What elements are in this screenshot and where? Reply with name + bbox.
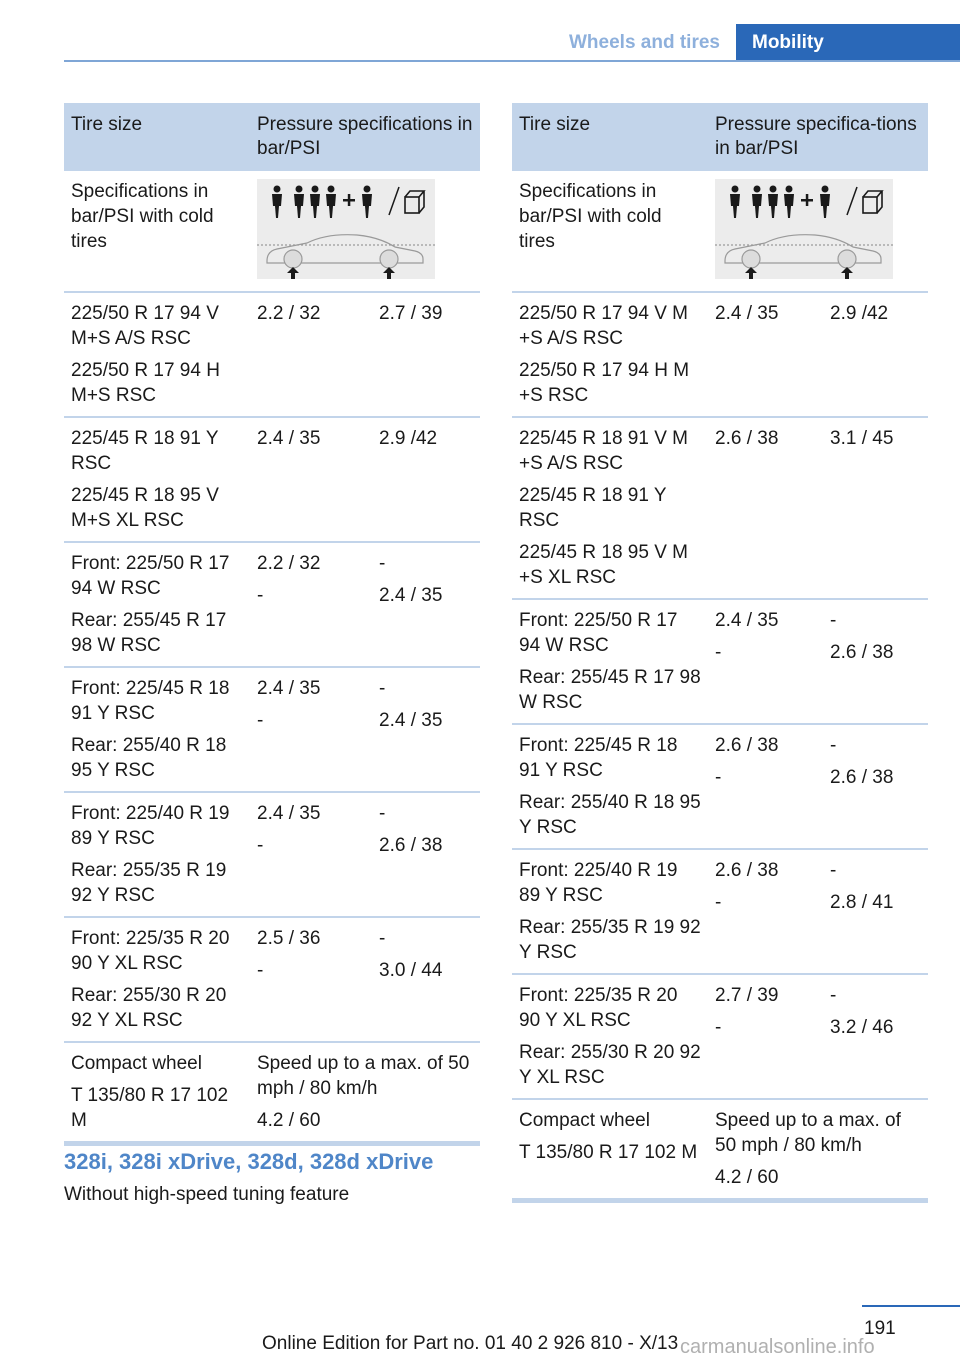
header-tire-size: Tire size: [71, 114, 143, 135]
pressure-loaded: 2.9 /42: [379, 428, 438, 449]
section-title: 328i, 328i xDrive, 328d, 328d xDrive: [64, 1149, 434, 1174]
load-pictogram-icon: [715, 179, 893, 279]
tire-size: Front: 225/50 R 17 94 W RSC: [71, 553, 230, 599]
compact-wheel-label: Compact wheel: [519, 1110, 650, 1131]
tire-size: 225/50 R 17 94 V M +S A/S RSC: [519, 303, 688, 349]
page-number: 191: [864, 1318, 896, 1339]
pressure-normal: 2.2 / 32: [257, 303, 321, 324]
pressure-normal: 2.6 / 38: [715, 735, 779, 756]
tire-size: Front: 225/50 R 17 94 W RSC: [519, 610, 678, 656]
page-header: [64, 24, 960, 62]
compact-wheel-label: Compact wheel: [71, 1053, 202, 1074]
pressure-normal: 2.2 / 32: [257, 553, 321, 574]
table-header: [64, 103, 480, 171]
compact-wheel-row: [512, 1100, 928, 1198]
tire-pressure-table-right: [512, 103, 928, 1203]
table-header: [512, 103, 928, 171]
pressure-loaded: 2.9 /42: [830, 303, 889, 324]
tire-size: 225/45 R 18 91 Y RSC: [519, 485, 667, 531]
tire-size: 225/45 R 18 95 V M +S XL RSC: [519, 542, 688, 588]
pressure-loaded: 2.8 / 41: [830, 892, 894, 913]
pressure-normal: -: [257, 835, 264, 856]
spec-label: Specifications in bar/PSI with cold tires: [519, 181, 662, 252]
compact-pressure: 4.2 / 60: [715, 1167, 779, 1188]
tire-size: Front: 225/40 R 19 89 Y RSC: [71, 803, 230, 849]
tire-size: 225/45 R 18 95 V M+S XL RSC: [71, 485, 219, 531]
pressure-normal: 2.6 / 38: [715, 428, 779, 449]
pressure-loaded: 2.4 / 35: [379, 585, 443, 606]
tire-size: Front: 225/35 R 20 90 Y XL RSC: [519, 985, 678, 1031]
edition-note: Online Edition for Part no. 01 40 2 926 810 - X/13: [262, 1333, 679, 1354]
header-pressure: Pressure specifications in bar/PSI: [257, 114, 473, 159]
tire-size: 225/50 R 17 94 V M+S A/S RSC: [71, 303, 219, 349]
pressure-loaded: -: [830, 985, 837, 1006]
tire-size: Rear: 255/30 R 20 92 Y XL RSC: [519, 1042, 701, 1088]
tire-size: Front: 225/35 R 20 90 Y XL RSC: [71, 928, 230, 974]
load-pictogram-icon: [257, 179, 435, 279]
pressure-loaded: 2.6 / 38: [830, 767, 894, 788]
header-rule: [64, 60, 960, 62]
compact-wheel-row: [64, 1043, 480, 1141]
pressure-loaded: -: [379, 678, 386, 699]
table-row: [512, 975, 928, 1100]
pressure-normal: -: [257, 710, 264, 731]
table-row: [64, 668, 480, 793]
header-tire-size: Tire size: [519, 114, 591, 135]
table-row: [64, 793, 480, 918]
tire-size: 225/50 R 17 94 H M+S RSC: [71, 360, 220, 406]
pressure-loaded: 3.2 / 46: [830, 1017, 894, 1038]
load-pictogram: [715, 179, 893, 279]
pressure-loaded: -: [379, 803, 386, 824]
tire-size: 225/50 R 17 94 H M +S RSC: [519, 360, 690, 406]
pressure-normal: 2.4 / 35: [715, 303, 779, 324]
pressure-loaded: -: [830, 860, 837, 881]
pressure-normal: -: [715, 642, 722, 663]
pressure-normal: 2.6 / 38: [715, 860, 779, 881]
tire-size: 225/45 R 18 91 V M +S A/S RSC: [519, 428, 688, 474]
header-chapter-tab: Mobility: [736, 24, 960, 62]
spec-row: [512, 171, 928, 293]
compact-pressure: 4.2 / 60: [257, 1110, 321, 1131]
footer-rule: [862, 1305, 960, 1307]
pressure-loaded: 2.6 / 38: [830, 642, 894, 663]
tire-size: Rear: 255/40 R 18 95 Y RSC: [71, 735, 227, 781]
compact-speed-limit: Speed up to a max. of 50 mph / 80 km/h: [715, 1110, 901, 1156]
table-row: [64, 293, 480, 418]
table-row: [512, 293, 928, 418]
table-end-rule: [64, 1141, 480, 1146]
pressure-loaded: -: [379, 553, 386, 574]
table-row: [512, 850, 928, 975]
pressure-normal: -: [715, 892, 722, 913]
spec-label: Specifications in bar/PSI with cold tires: [71, 181, 214, 252]
pressure-loaded: 2.7 / 39: [379, 303, 443, 324]
pressure-loaded: -: [379, 928, 386, 949]
tire-size: Front: 225/40 R 19 89 Y RSC: [519, 860, 678, 906]
table-row: [512, 418, 928, 600]
pressure-normal: -: [715, 767, 722, 788]
pressure-normal: 2.4 / 35: [257, 678, 321, 699]
table-row: [64, 543, 480, 668]
load-pictogram: [257, 179, 435, 279]
tire-size: Front: 225/45 R 18 91 Y RSC: [71, 678, 230, 724]
pressure-normal: -: [715, 1017, 722, 1038]
table-end-rule: [512, 1198, 928, 1203]
watermark: carmanualsonline.info: [680, 1336, 875, 1358]
tire-size: Rear: 255/40 R 18 95 Y RSC: [519, 792, 701, 838]
table-row: [512, 725, 928, 850]
compact-wheel-size: T 135/80 R 17 102 M: [519, 1142, 698, 1163]
table-row: [512, 600, 928, 725]
tire-pressure-table-left: [64, 103, 480, 1146]
pressure-loaded: 3.0 / 44: [379, 960, 443, 981]
pressure-loaded: 2.4 / 35: [379, 710, 443, 731]
tire-size: Rear: 255/30 R 20 92 Y XL RSC: [71, 985, 227, 1031]
tire-size: Rear: 255/35 R 19 92 Y RSC: [71, 860, 227, 906]
pressure-normal: 2.4 / 35: [257, 428, 321, 449]
tire-size: Rear: 255/35 R 19 92 Y RSC: [519, 917, 701, 963]
pressure-loaded: 3.1 / 45: [830, 428, 894, 449]
header-pressure: Pressure specifica-tions in bar/PSI: [715, 114, 917, 159]
header-section-title: Wheels and tires: [569, 32, 720, 53]
table-row: [64, 918, 480, 1043]
pressure-normal: 2.7 / 39: [715, 985, 779, 1006]
pressure-normal: 2.4 / 35: [257, 803, 321, 824]
tire-size: Front: 225/45 R 18 91 Y RSC: [519, 735, 678, 781]
tire-size: Rear: 255/45 R 17 98 W RSC: [71, 610, 227, 656]
compact-speed-limit: Speed up to a max. of 50 mph / 80 km/h: [257, 1053, 470, 1099]
tire-size: Rear: 255/45 R 17 98 W RSC: [519, 667, 701, 713]
spec-row: [64, 171, 480, 293]
compact-wheel-size: T 135/80 R 17 102 M: [71, 1085, 229, 1131]
pressure-loaded: 2.6 / 38: [379, 835, 443, 856]
tire-size: 225/45 R 18 91 Y RSC: [71, 428, 219, 474]
section-subtitle: Without high-speed tuning feature: [64, 1184, 350, 1205]
table-row: [64, 418, 480, 543]
pressure-normal: -: [257, 585, 264, 606]
pressure-loaded: -: [830, 735, 837, 756]
pressure-loaded: -: [830, 610, 837, 631]
pressure-normal: 2.4 / 35: [715, 610, 779, 631]
pressure-normal: -: [257, 960, 264, 981]
pressure-normal: 2.5 / 36: [257, 928, 321, 949]
